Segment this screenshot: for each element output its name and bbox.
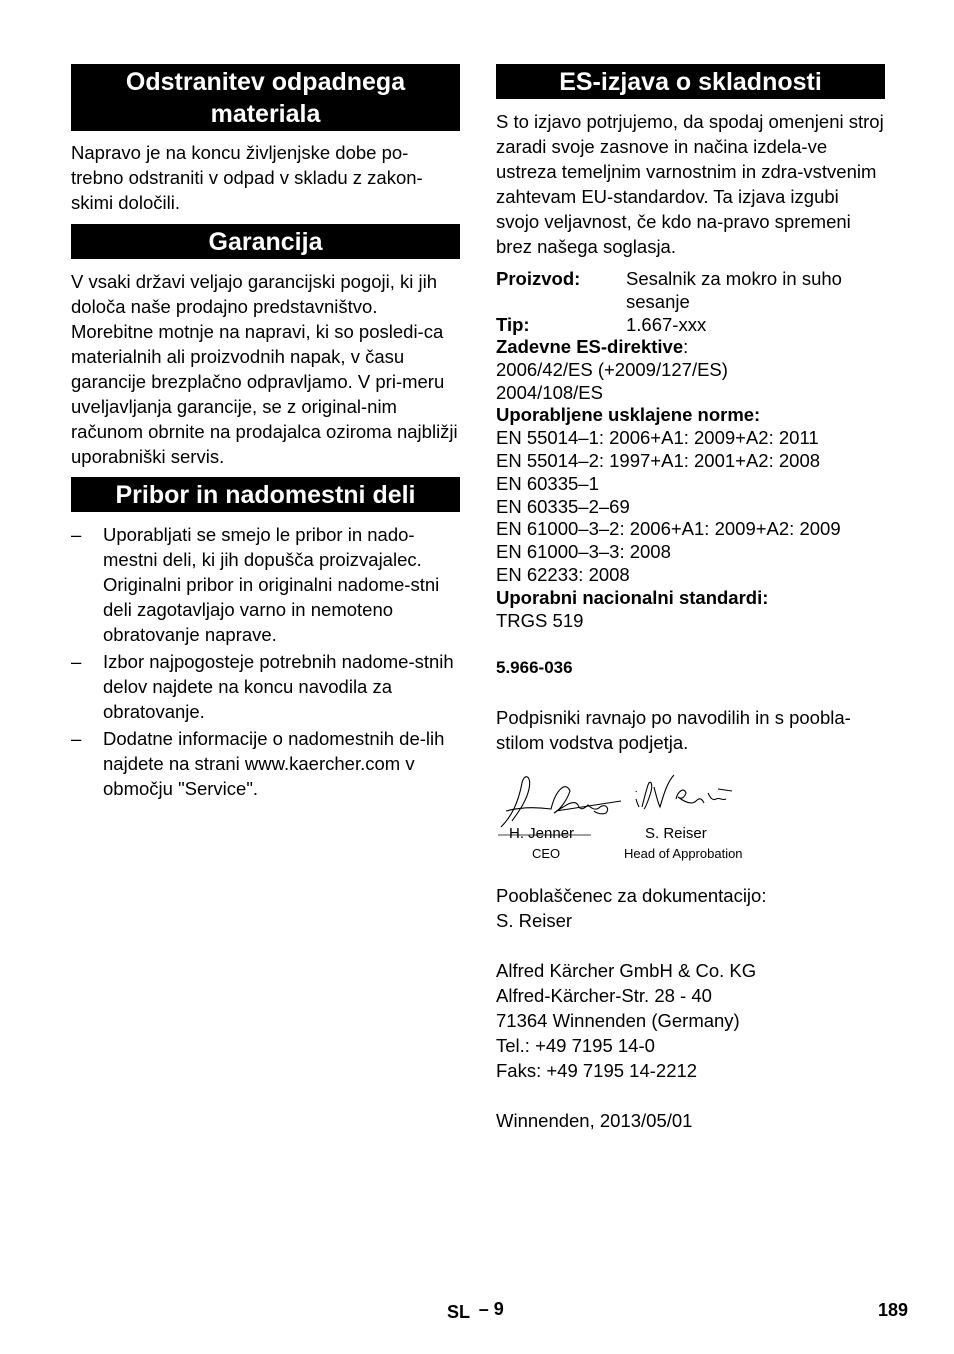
declaration-intro: S to izjavo potrjujemo, da spodaj omenjeni stroj zaradi svoje zasnove in načina izdela-ve ustreza temeljnim varnostnim in zdra-vstvenim zahtevam EU-standardov. Ta izjava izgubi svojo veljavnost, če kdo na-pravo spremeni brez našega soglasja. <box>496 111 884 257</box>
norm-item: EN 60335–1 <box>496 472 599 494</box>
left-column <box>71 64 460 803</box>
product-info <box>496 267 885 632</box>
norm-item: EN 55014–2: 1997+A1: 2001+A2: 2008 <box>496 449 821 471</box>
address-line: Faks: +49 7195 14-2212 <box>496 1060 698 1082</box>
national-standards-label: Uporabni nacionalni standardi: <box>496 586 769 608</box>
type-row <box>496 313 885 336</box>
signatories-text: Podpisniki ravnajo po navodilih in s poobla-stilom vodstva podjetja. <box>496 707 851 754</box>
address-line: Alfred Kärcher GmbH & Co. KG <box>496 960 757 982</box>
doc-rep-name: S. Reiser <box>496 910 573 932</box>
directives-heading <box>496 336 885 359</box>
accessories-list <box>71 522 460 801</box>
directives-colon: : <box>683 336 689 357</box>
document-number: 5.966-036 <box>496 658 573 678</box>
footer-language: SL <box>447 1302 470 1322</box>
norm-item: EN 55014–1: 2006+A1: 2009+A2: 2011 <box>496 427 819 449</box>
company-address <box>496 958 885 1083</box>
product-label: Proizvod: <box>496 268 581 289</box>
disposal-heading-line2: materiala <box>210 100 321 128</box>
national-standards-value: TRGS 519 <box>496 609 584 631</box>
address-line: 71364 Winnenden (Germany) <box>496 1010 740 1032</box>
footer-language-section <box>447 1299 504 1323</box>
product-value-line1: Sesalnik za mokro in suho <box>626 268 842 289</box>
directive-item: 2004/108/ES <box>496 381 603 403</box>
type-value: 1.667-xxx <box>626 314 707 335</box>
directives-label: Zadevne ES-direktive <box>496 336 684 357</box>
norm-item: EN 62233: 2008 <box>496 563 630 585</box>
signature-block <box>496 769 885 862</box>
norm-item: EN 60335–2–69 <box>496 495 630 517</box>
right-column <box>496 64 885 1133</box>
place-date: Winnenden, 2013/05/01 <box>496 1110 693 1132</box>
dash-bullet: – <box>71 651 82 672</box>
page-number: 189 <box>878 1300 909 1320</box>
dash-bullet: – <box>71 524 82 545</box>
warranty-text: V vsaki državi veljajo garancijski pogoji, ki jih določa naše prodajno predstavništvo. Morebitne motnje na napravi, ki so posledi-ca materialnih ali proizvodnih napak, v času garancije brezplačno odpravljamo. V pri-meru uveljavljanja garancije, se z original-nim računom obrnite na prodajalca oziroma najbližji uporabniški servis. <box>71 271 458 467</box>
list-item <box>71 649 460 724</box>
doc-rep-label: Pooblaščenec za dokumentacijo: <box>496 885 767 907</box>
norms-label: Uporabljene usklajene norme: <box>496 404 761 426</box>
norm-item: EN 61000–3–3: 2008 <box>496 541 671 563</box>
list-item-text: Dodatne informacije o nadomestnih de-lih najdete na strani www.kaercher.com v območju "Service". <box>103 728 445 799</box>
documentation-representative <box>496 883 885 933</box>
product-row <box>496 267 885 313</box>
warranty-heading: Garancija <box>71 224 460 259</box>
list-item-text: Uporabljati se smejo le pribor in nado-mestni deli, ki jih dopušča proizvajalec. Originalni pribor in originalni nadome-stni deli zagotavljajo varno in nemoteno obratovanje naprave. <box>103 524 440 645</box>
type-label: Tip: <box>496 314 530 335</box>
list-item <box>71 726 460 801</box>
signer-role: CEO <box>532 846 561 862</box>
list-item-text: Izbor najpogosteje potrebnih nadome-stnih delov najdete na koncu navodila za obratovanje. <box>103 651 454 722</box>
signer-role: Head of Approbation <box>624 846 743 862</box>
address-line: Alfred-Kärcher-Str. 28 - 40 <box>496 985 712 1007</box>
dash-bullet: – <box>71 728 82 749</box>
accessories-heading: Pribor in nadomestni deli <box>71 477 460 512</box>
footer-section-page: – 9 <box>478 1299 504 1319</box>
signer-name: H. Jenner <box>509 825 575 843</box>
address-line: Tel.: +49 7195 14-0 <box>496 1035 655 1057</box>
disposal-heading <box>71 64 460 131</box>
list-item <box>71 522 460 647</box>
declaration-heading: ES-izjava o skladnosti <box>496 64 885 99</box>
norm-item: EN 61000–3–2: 2006+A1: 2009+A2: 2009 <box>496 518 841 540</box>
product-value-line2: sesanje <box>626 291 690 312</box>
directive-item: 2006/42/ES (+2009/127/ES) <box>496 358 728 380</box>
disposal-heading-line1: Odstranitev odpadnega <box>125 68 406 96</box>
disposal-text: Napravo je na koncu življenjske dobe po-trebno odstraniti v odpad v skladu z zakon-skimi določili. <box>71 142 423 213</box>
signer-name: S. Reiser <box>645 825 707 843</box>
